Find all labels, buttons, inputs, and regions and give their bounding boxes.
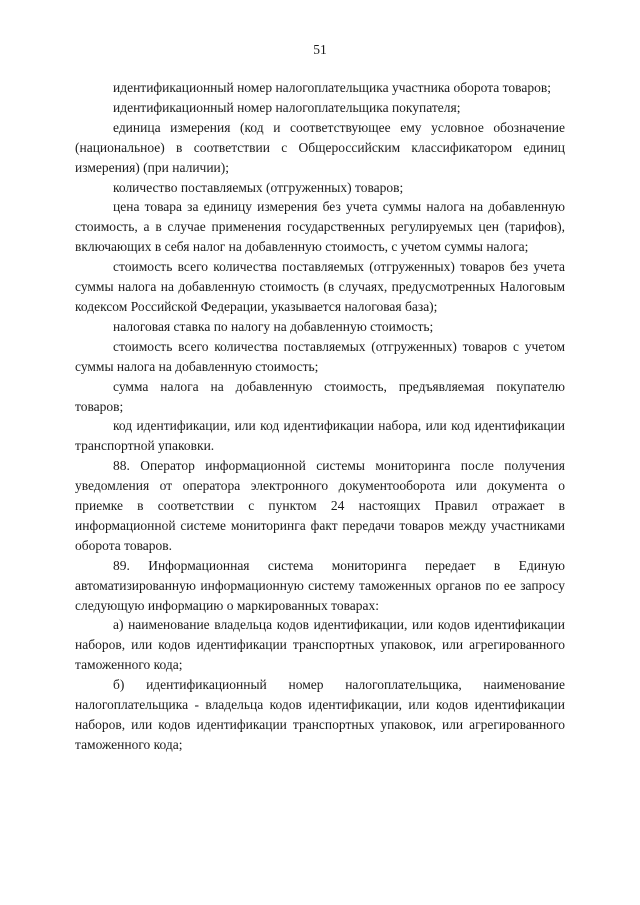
paragraph: идентификационный номер налогоплательщика участника оборота товаров;: [113, 80, 551, 95]
paragraph: а) наименование владельца кодов идентификации, или кодов идентификации наборов, или кодов идентификации транспортных упаковок, или агрегированного таможенного кода;: [75, 617, 565, 673]
paragraph: количество поставляемых (отгруженных) товаров;: [113, 179, 404, 195]
body-text: [75, 78, 565, 755]
paragraph: цена товара за единицу измерения без учета суммы налога на добавленную стоимость, а в случае применения государственных регулируемых цен (тарифов), включающих в себя налог на добавленную стоимость, с учетом суммы налога;: [75, 199, 565, 255]
paragraph: код идентификации, или код идентификации набора, или код идентификации транспортной упаковки.: [75, 418, 565, 454]
paragraph: 89. Информационная система мониторинга передает в Единую автоматизированную информационную систему таможенных органов по ее запросу следующую информацию о маркированных товарах:: [75, 557, 565, 613]
page-number: 51: [313, 42, 327, 57]
paragraph: идентификационный номер налогоплательщика покупателя;: [113, 99, 461, 115]
paragraph: сумма налога на добавленную стоимость, предъявляемая покупателю товаров;: [75, 378, 565, 414]
paragraph: 88. Оператор информационной системы мониторинга после получения уведомления от оператора электронного документооборота или документа о приемке в соответствии с пунктом 24 настоящих Правил отражает в информационной системе мониторинга факт передачи товаров между участниками оборота товаров.: [75, 458, 565, 553]
paragraph: стоимость всего количества поставляемых (отгруженных) товаров с учетом суммы налога на добавленную стоимость;: [75, 338, 565, 374]
paragraph: б) идентификационный номер налогоплательщика, наименование налогоплательщика - владельца кодов идентификации, или кодов идентификации наборов, или кодов идентификации транспортных упаковок, или агрегированного таможенного кода;: [75, 677, 565, 752]
paragraph: налоговая ставка по налогу на добавленную стоимость;: [113, 318, 434, 334]
paragraph: стоимость всего количества поставляемых (отгруженных) товаров без учета суммы налога на добавленную стоимость (в случаях, предусмотренных Налоговым кодексом Российской Федерации, указывается налоговая база);: [75, 259, 565, 314]
paragraph: единица измерения (код и соответствующее ему условное обозначение (национальное) в соответствии с Общероссийским классификатором единиц измерения) (при наличии);: [75, 119, 565, 175]
